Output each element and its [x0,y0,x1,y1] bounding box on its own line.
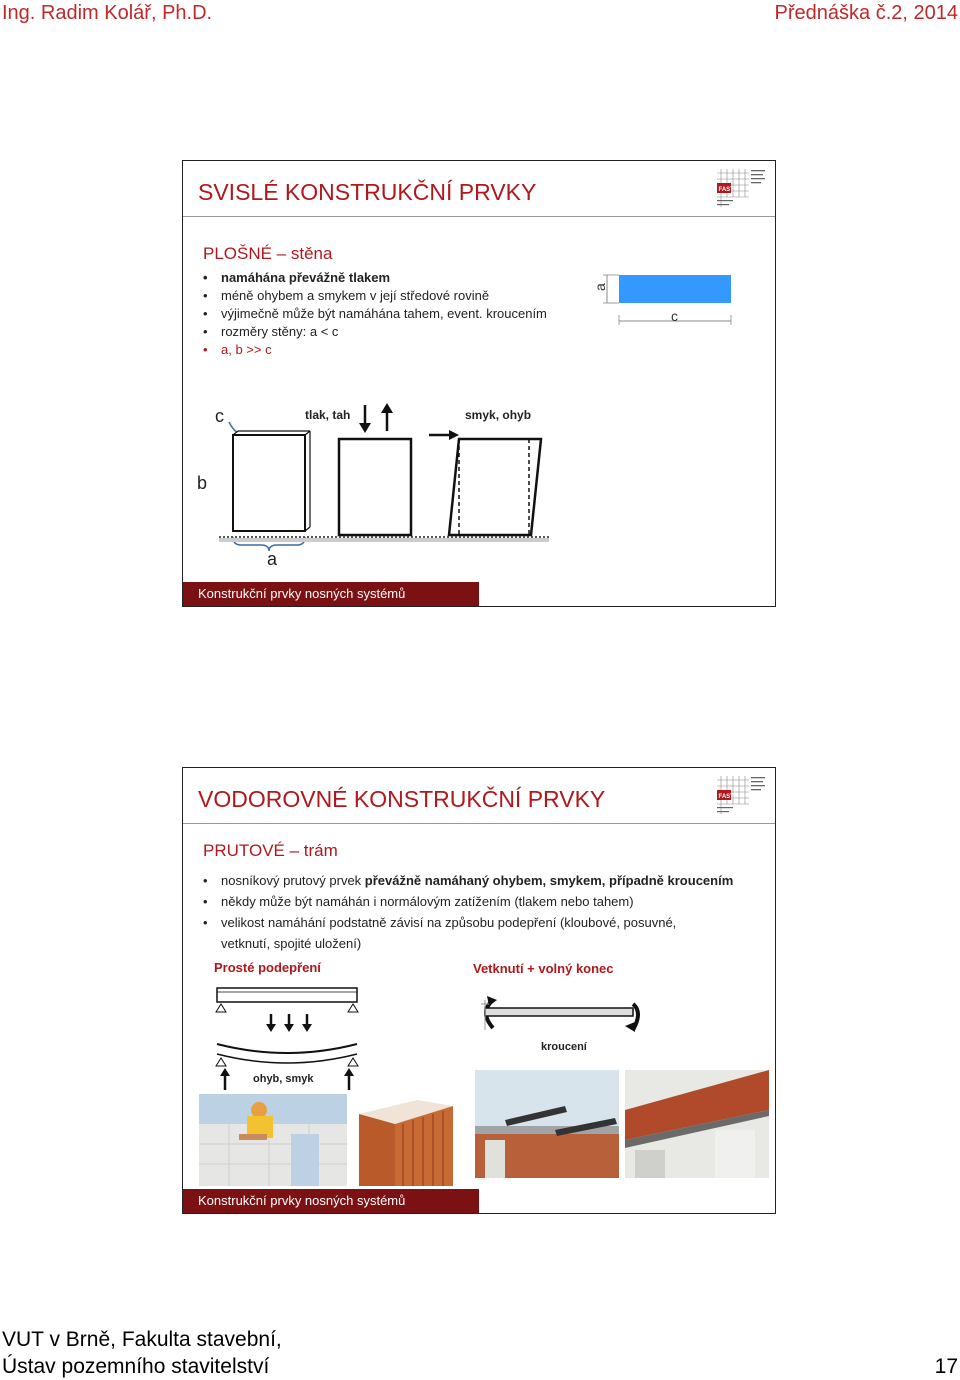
caption-cantilever: Vetknutí + volný konec [473,961,614,976]
department-line: Ústav pozemního stavitelství [2,1355,270,1378]
simple-beam-diagram [213,982,363,1094]
photo-clay-block [353,1094,455,1186]
fast-logo-icon [715,167,769,211]
title-divider [183,216,775,217]
bullet-item: • velikost namáhání podstatně závisí na způsobu podepření (kloubové, posuvné, vetknutí, spojité uložení) [203,912,733,954]
wall-dimension-diagram [589,269,739,329]
lecturer-name: Ing. Radim Kolář, Ph.D. [2,2,213,24]
dimension-label-a: a [592,283,608,291]
slide-footer: Konstrukční prvky nosných systémů [183,1189,479,1213]
label-bending-shear: ohyb, smyk [253,1073,314,1085]
slide-title: VODOROVNÉ KONSTRUKČNÍ PRVKY [198,786,606,812]
lecture-label: Přednáška č.2, 2014 [774,2,958,24]
svg-text:FAST: FAST [718,794,734,800]
fast-logo-icon [715,774,769,818]
photo-worker-blocks [199,1094,347,1186]
label-shear-bending: smyk, ohyb [465,408,532,422]
institution-line: VUT v Brně, Fakulta stavební, [2,1328,282,1351]
section-heading: PLOŠNÉ – stěna [203,244,333,263]
section-heading: PRUTOVÉ – trám [203,841,338,860]
slide-title: SVISLÉ KONSTRUKČNÍ PRVKY [198,179,537,205]
bullet-list [203,269,547,359]
slide-vertical-elements [182,160,776,607]
bullet-item: • a, b >> c [203,341,547,359]
page-number: 17 [934,1355,958,1378]
photo-steel-beams [475,1070,619,1178]
photo-cantilever-slab [625,1070,769,1178]
title-divider [183,823,775,824]
bullet-item: • namáhána převážně tlakem [203,269,547,287]
dimension-label-c: c [671,308,678,324]
bullet-item: • méně ohybem a smykem v její středové rovině [203,287,547,305]
bullet-item: • někdy může být namáhán i normálovým zatížením (tlakem nebo tahem) [203,891,733,912]
bullet-item: • rozměry stěny: a < c [203,323,547,341]
bullet-item: • výjimečně může být namáhána tahem, event. kroucením [203,305,547,323]
wall-loading-diagram [193,397,563,567]
label-torsion: kroucení [541,1041,587,1053]
slide-horizontal-elements [182,767,776,1214]
svg-text:FAST: FAST [718,187,734,193]
slide-footer: Konstrukční prvky nosných systémů [183,582,479,606]
wall-label-a: a [267,549,278,567]
wall-label-c: c [215,406,224,426]
label-compression-tension: tlak, tah [305,408,351,422]
caption-simple-support: Prosté podepření [214,960,321,975]
bullet-list [203,870,733,954]
torsion-diagram [475,990,655,1060]
bullet-item: • nosníkový prutový prvek převážně namáhaný ohybem, smykem, případně kroucením [203,870,733,891]
wall-label-b: b [197,473,208,493]
